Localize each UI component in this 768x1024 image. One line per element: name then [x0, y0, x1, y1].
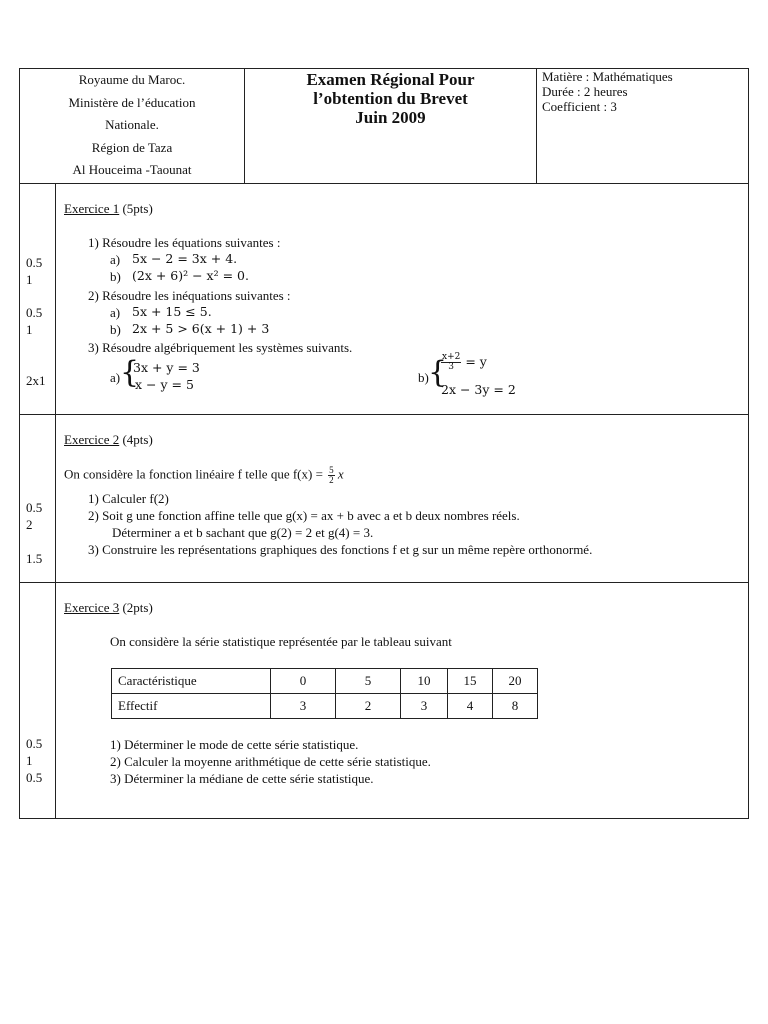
ex2-q3: 3) Construire les représentations graphiques des fonctions f et g sur un même repère orthonormé.: [88, 542, 593, 557]
ex3-score: 0.5: [26, 770, 43, 785]
ex1-sysb-fraction: [441, 353, 461, 372]
ex2-score: 1.5: [26, 551, 43, 566]
ex1-sysa-line1: 3x + y = 3: [133, 360, 200, 375]
exam-title: [245, 70, 536, 127]
ex2-q1: 1) Calculer f(2): [88, 491, 169, 506]
ex1-q1a: 5x − 2 = 3x + 4.: [132, 251, 238, 266]
exam-title-line: Juin 2009: [355, 108, 426, 127]
table-cell: 0: [271, 669, 336, 694]
ex2-intro: [64, 466, 344, 485]
ex1-score: 2x1: [26, 373, 46, 388]
ex1-q2a: 5x + 15 ≤ 5.: [132, 304, 212, 319]
exam-title-line: l’obtention du Brevet: [313, 89, 468, 108]
ex1-heading: [64, 201, 153, 217]
ex3-q2: 2) Calculer la moyenne arithmétique de cette série statistique.: [110, 754, 431, 769]
table-cell: 10: [401, 669, 448, 694]
ex1-score: 1: [26, 272, 33, 287]
brace-icon: {: [120, 355, 140, 390]
header-bottom: [19, 183, 749, 184]
ex1-score: 0.5: [26, 255, 43, 270]
ex1-score: 0.5: [26, 305, 43, 320]
ex2-score: 0.5: [26, 500, 43, 515]
ex2-points: (4pts): [122, 432, 153, 447]
table-cell: 2: [336, 694, 401, 719]
frame-right: [748, 68, 749, 819]
ex1-bottom: [19, 414, 749, 415]
ex1-sysb-line1-rest: = y: [465, 354, 487, 369]
ex1-title: Exercice 1: [64, 201, 120, 216]
brace-icon: {: [428, 355, 448, 390]
duration-label: Durée : 2 heures: [542, 84, 628, 99]
ex2-q2: 2) Soit g une fonction affine telle que g(x) = ax + b avec a et b deux nombres réels.: [88, 508, 520, 523]
table-cell: 3: [271, 694, 336, 719]
ex1-sysb-den: 3: [448, 362, 455, 372]
ex3-score: 0.5: [26, 736, 43, 751]
header-left-line: Al Houceima -Taounat: [72, 162, 192, 177]
header-left-line: Nationale.: [105, 117, 159, 132]
header-left-block: [20, 69, 244, 182]
table-cell: Effectif: [112, 694, 271, 719]
ex1-sysb-line2: 2x − 3y = 2: [441, 382, 516, 397]
table-row: [112, 694, 538, 719]
ex3-heading: [64, 600, 153, 616]
stat-table: [111, 668, 538, 719]
ex2-frac-var: x: [337, 466, 344, 482]
table-cell: 20: [493, 669, 538, 694]
coefficient-label: Coefficient : 3: [542, 99, 617, 114]
table-cell: 3: [401, 694, 448, 719]
table-row: [112, 669, 538, 694]
ex1-q2: 2) Résoudre les inéquations suivantes :: [88, 288, 291, 303]
ex1-q1b: (2x + 6)² − x² = 0.: [132, 268, 249, 283]
ex1-sysb-label: b): [418, 370, 429, 385]
score-column-divider: [55, 183, 56, 818]
subject-label: Matière : Mathématiques: [542, 69, 673, 84]
header-left-line: Région de Taza: [91, 139, 173, 155]
table-cell: 8: [493, 694, 538, 719]
header-left-line: Royaume du Maroc.: [78, 72, 186, 87]
ex1-q2b: 2x + 5 > 6(x + 1) + 3: [132, 321, 270, 336]
header-right-block: [542, 69, 747, 114]
ex2-intro-text: On considère la fonction linéaire f telle que f(x) =: [64, 466, 323, 482]
ex2-q2b: Déterminer a et b sachant que g(2) = 2 et g(4) = 3.: [112, 525, 374, 540]
header-divider-2: [536, 68, 537, 183]
ex3-q1: 1) Déterminer le mode de cette série statistique.: [110, 737, 359, 752]
table-cell: 15: [448, 669, 493, 694]
header-left-line: Ministère de l’éducation: [68, 94, 196, 110]
ex1-sysa-line2: x − y = 5: [135, 377, 194, 392]
table-cell: Caractéristique: [112, 669, 271, 694]
ex1-points: (5pts): [122, 201, 153, 216]
ex2-frac-num: 5: [329, 465, 334, 475]
ex1-q1a-label: a): [110, 252, 121, 267]
ex2-title: Exercice 2: [64, 432, 120, 447]
ex3-points: (2pts): [122, 600, 153, 615]
exam-title-line: Examen Régional Pour: [306, 70, 475, 89]
ex1-q2a-label: a): [110, 305, 121, 320]
ex1-score: 1: [26, 322, 33, 337]
ex2-score: 2: [26, 517, 33, 532]
ex1-q3: 3) Résoudre algébriquement les systèmes suivants.: [88, 340, 353, 355]
ex2-bottom: [19, 582, 749, 583]
ex2-fraction: [328, 466, 335, 485]
ex1-q1: 1) Résoudre les équations suivantes :: [88, 235, 281, 250]
ex1-sysa-label: a): [110, 370, 121, 385]
ex2-heading: [64, 432, 153, 448]
frame-bottom: [19, 818, 749, 819]
ex3-score: 1: [26, 753, 33, 768]
table-cell: 4: [448, 694, 493, 719]
ex3-title: Exercice 3: [64, 600, 120, 615]
ex1-sysb-num: x+2: [442, 352, 461, 362]
table-cell: 5: [336, 669, 401, 694]
ex3-q3: 3) Déterminer la médiane de cette série statistique.: [110, 771, 374, 786]
ex1-q2b-label: b): [110, 322, 121, 337]
ex1-sysb-line1: [441, 353, 487, 372]
ex2-frac-den: 2: [329, 475, 334, 485]
ex3-intro: On considère la série statistique représentée par le tableau suivant: [110, 634, 452, 649]
ex1-q1b-label: b): [110, 269, 121, 284]
